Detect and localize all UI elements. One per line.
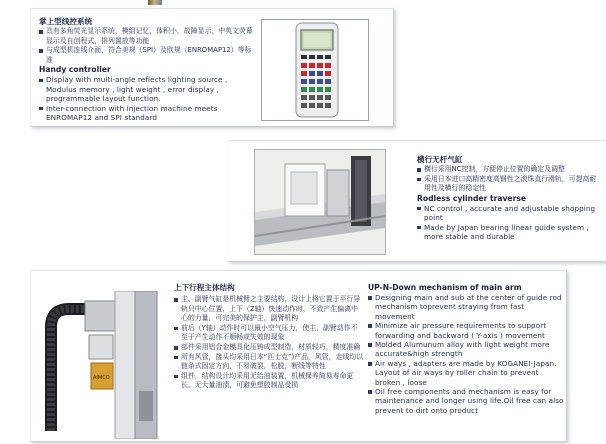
main-arm-photo xyxy=(37,291,169,439)
en-feature-list xyxy=(368,293,564,415)
list-item: Air ways , adapters are made by KOGANEI-Japan. Layout of air ways by roller chain to prevent broken , loose xyxy=(368,359,564,387)
handy-controller-panel xyxy=(30,8,394,127)
cn-feature-list xyxy=(39,27,253,65)
cn-feature-list xyxy=(417,165,603,194)
panel-title: 上下行程主体结构 xyxy=(174,283,235,292)
list-item: 采用日本进口高精密度高钢性之滚珠直行滑轨，可提高耐用性及横行的稳定性 xyxy=(417,175,603,194)
top-image-fragment xyxy=(148,0,162,5)
list-item: 主、副臂气缸是机械臂之主要结构，设计上将它置于平行导轨只中心位置，上下（Z轴）快速动作时，不致产生偏离中心的力量，可完美的保护主，副臂机构 xyxy=(174,295,364,324)
list-item: Molded Alumunum alloy with light weight more accurate&high strength xyxy=(368,340,564,359)
list-item: Designing main and sub at the center of guide rod mechanism toprevent straying from fast movement xyxy=(368,293,564,321)
arm-illustration xyxy=(37,291,169,439)
panel-subtitle: Handy controller xyxy=(39,65,111,75)
main-arm-panel xyxy=(30,270,567,442)
list-item: Inter-connection with injection machine meets ENROMAP12 and SPI standard xyxy=(39,104,253,123)
controller-illustration xyxy=(262,20,368,120)
list-item: NC control , accurate and adjustable shopping point xyxy=(417,204,603,223)
traverse-photo xyxy=(254,149,386,255)
list-item: Minimize air pressure requirements to support forwarding and backward ( Y-axis ) movement xyxy=(368,321,564,340)
list-item: 具有多角荧光显示系统，模组记忆，体积小，故障显示，中英文荧幕显示及自创程式，排列置放等功能 xyxy=(39,27,253,46)
en-feature-list xyxy=(417,204,603,242)
panel-subtitle: Rodless cylinder traverse xyxy=(417,193,526,203)
list-item: 横行采用NC控制，方便停止位置的确定及调整 xyxy=(417,165,603,175)
panel-subtitle: UP-N-Down mechanism of main arm xyxy=(368,283,522,292)
en-feature-list xyxy=(39,75,253,122)
panel-title: 横行无杆气缸 xyxy=(417,155,463,164)
list-item: Oil free components and mechanism is easy for maintenance and longer using life.Oil free can also prevent to dirt onto product xyxy=(368,387,564,415)
device-label: AIMCO xyxy=(93,375,110,381)
list-item: 与成型机连线介面，符合美规（SPI）及欧规（ENROMAP12）等标准 xyxy=(39,46,253,65)
list-item: 组件，结构设计均采用无给油装置，机械保养简易寿命更长，无大量油渍，可避免塑胶制品受损 xyxy=(174,372,364,391)
handy-controller-photo xyxy=(261,19,369,121)
list-item: 前后（Y轴）动作时可以最小空气压力，使主，副臂动作不至于产生动作不顺畅或失效的现象 xyxy=(174,324,364,343)
cn-feature-list xyxy=(174,295,364,391)
list-item: 所有风管，接头均采用日本“匹士克”)产品，风管，走线均以链条式固定方向，不易破裂，松脱，断线等特性 xyxy=(174,353,364,372)
rodless-cylinder-panel xyxy=(228,140,606,262)
list-item: Made by Japan bearing linear guide system , more stable and durable xyxy=(417,223,603,242)
panel-title: 掌上型线控系统 xyxy=(39,17,93,26)
list-item: Display with multi-angle reflects lighting source , Modulus memory , light weight , error display , programmable layout function. xyxy=(39,75,253,103)
traverse-illustration xyxy=(255,150,385,254)
list-item: 部件采用铝合金模具化压铸成型制造，材质轻巧，精度准确 xyxy=(174,343,364,353)
